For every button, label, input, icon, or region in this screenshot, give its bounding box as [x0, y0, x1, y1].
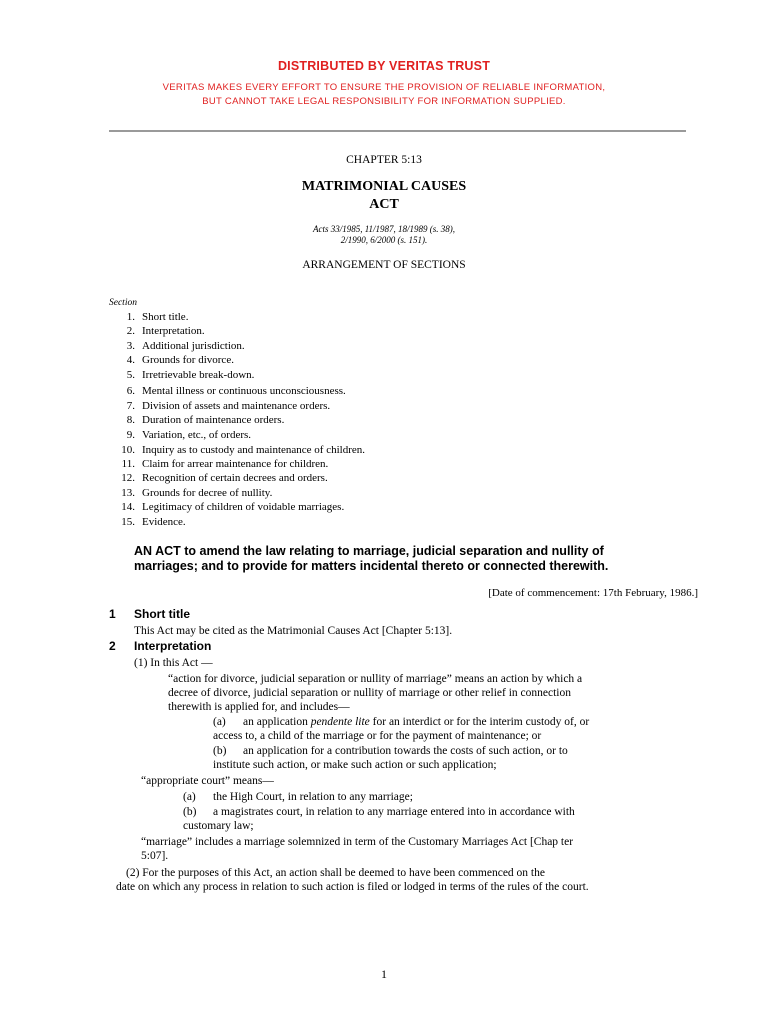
disclaimer-line-2: BUT CANNOT TAKE LEGAL RESPONSIBILITY FOR INFORMATION SUPPLIED.	[202, 96, 566, 107]
court-paragraph-b-line-2: customary law;	[183, 820, 254, 832]
definition-marriage-line-2: 5:07].	[141, 850, 169, 862]
amending-acts-line-1: Acts 33/1985, 11/1987, 18/1989 (s. 38),	[312, 224, 456, 234]
long-title-preamble	[134, 544, 674, 574]
section-2-title: Interpretation	[134, 639, 212, 653]
disclaimer-line-1: VERITAS MAKES EVERY EFFORT TO ENSURE THE PROVISION OF RELIABLE INFORMATION,	[162, 82, 606, 93]
toc-entry-number: 7.	[126, 400, 135, 412]
toc-entry-number: 11.	[121, 458, 135, 470]
preamble-line-1: AN ACT to amend the law relating to marriage, judicial separation and nullity of	[134, 544, 604, 558]
subsection-2-1: (1) In this Act —	[134, 657, 213, 669]
header-divider	[109, 130, 686, 132]
toc-entry-title: Additional jurisdiction.	[142, 340, 245, 352]
toc-entry-title: Legitimacy of children of voidable marriages.	[142, 501, 345, 513]
toc-entry-number: 9.	[126, 429, 135, 441]
paragraph-b-line-2: institute such action, or make such action or such application;	[213, 759, 497, 771]
toc-entry-title: Irretrievable break-down.	[142, 369, 255, 381]
subsection-2-2-line-2: date on which any process in relation to such action is filed or lodged in terms of the rules of the court.	[116, 881, 589, 893]
toc-entry-number: 12.	[121, 472, 135, 484]
toc-entry-number: 3.	[126, 340, 135, 352]
section-1-number: 1	[109, 607, 116, 621]
preamble-line-2: marriages; and to provide for matters incidental thereto or connected therewith.	[134, 559, 609, 573]
toc-entry-title: Duration of maintenance orders.	[142, 414, 285, 426]
toc-entry-title: Short title.	[142, 311, 189, 323]
toc-entry-number: 5.	[126, 369, 135, 381]
definition-action-line-2: decree of divorce, judicial separation or nullity of marriage or other relief in connection	[168, 687, 571, 699]
toc-entry-number: 13.	[121, 487, 135, 499]
toc-entry-title: Grounds for divorce.	[142, 354, 234, 366]
court-paragraph-a-text: the High Court, in relation to any marriage;	[213, 791, 413, 803]
toc-entry-title: Evidence.	[142, 516, 186, 528]
court-paragraph-b-label: (b)	[183, 806, 197, 818]
act-title	[0, 178, 768, 214]
toc-entry-title: Interpretation.	[142, 325, 205, 337]
toc-entry-number: 14.	[121, 501, 135, 513]
chapter-heading: CHAPTER 5:13	[346, 154, 422, 166]
definition-marriage-line-1: “marriage” includes a marriage solemnized in term of the Customary Marriages Act [Chap ter	[141, 836, 574, 848]
section-1-title: Short title	[134, 607, 190, 621]
court-paragraph-b-line-1: a magistrates court, in relation to any marriage entered into in accordance with	[213, 806, 575, 818]
toc-entry-title: Variation, etc., of orders.	[142, 429, 252, 441]
toc-entry-title: Mental illness or continuous unconsciousness.	[142, 385, 346, 397]
toc-entry-number: 8.	[126, 414, 135, 426]
toc-entry-title: Claim for arrear maintenance for children.	[142, 458, 329, 470]
subsection-2-2-line-1: (2) For the purposes of this Act, an action shall be deemed to have been commenced on the	[126, 867, 545, 879]
toc-entry-number: 1.	[126, 311, 135, 323]
paragraph-a-text	[243, 715, 589, 729]
definition-appropriate-court: “appropriate court” means—	[141, 775, 274, 787]
paragraph-b-line-1: an application for a contribution towards the costs of such action, or to	[243, 745, 568, 757]
arrangement-heading: ARRANGEMENT OF SECTIONS	[302, 259, 466, 271]
toc-entry-number: 4.	[126, 354, 135, 366]
section-2-number: 2	[109, 639, 116, 653]
toc-entry-title: Inquiry as to custody and maintenance of children.	[142, 444, 365, 456]
paragraph-a-line-2: access to, a child of the marriage or for the payment of maintenance; or	[213, 730, 542, 742]
section-1-text: This Act may be cited as the Matrimonial Causes Act [Chapter 5:13].	[134, 625, 453, 637]
toc-entry-title: Division of assets and maintenance orders.	[142, 400, 331, 412]
toc-entry-number: 15.	[121, 516, 135, 528]
page-number: 1	[381, 967, 387, 981]
toc-entry-number: 10.	[121, 444, 135, 456]
paragraph-b-label: (b)	[213, 745, 227, 757]
definition-action-line-1: “action for divorce, judicial separation or nullity of marriage” means an action by which a	[168, 673, 583, 685]
act-title-line-2: ACT	[369, 197, 399, 212]
commencement-date: [Date of commencement: 17th February, 1986.]	[488, 587, 698, 599]
paragraph-a-italic: pendente lite	[310, 716, 370, 728]
definition-action-line-3: therewith is applied for, and includes—	[168, 701, 350, 713]
paragraph-a-label: (a)	[213, 716, 226, 728]
court-paragraph-a-label: (a)	[183, 791, 196, 803]
toc-entry-number: 6.	[126, 385, 135, 397]
toc-entry-title: Recognition of certain decrees and orders.	[142, 472, 328, 484]
amending-acts-line-2: 2/1990, 6/2000 (s. 151).	[340, 235, 428, 245]
paragraph-a-pre: an application	[243, 716, 308, 728]
toc-entry-title: Grounds for decree of nullity.	[142, 487, 273, 499]
act-title-line-1: MATRIMONIAL CAUSES	[301, 179, 467, 194]
amending-acts	[0, 224, 768, 246]
paragraph-a-post: for an interdict or for the interim custody of, or	[372, 716, 590, 728]
section-column-label: Section	[109, 298, 137, 308]
distributor-banner-title: DISTRIBUTED BY VERITAS TRUST	[277, 59, 491, 73]
toc-entry-number: 2.	[126, 325, 135, 337]
